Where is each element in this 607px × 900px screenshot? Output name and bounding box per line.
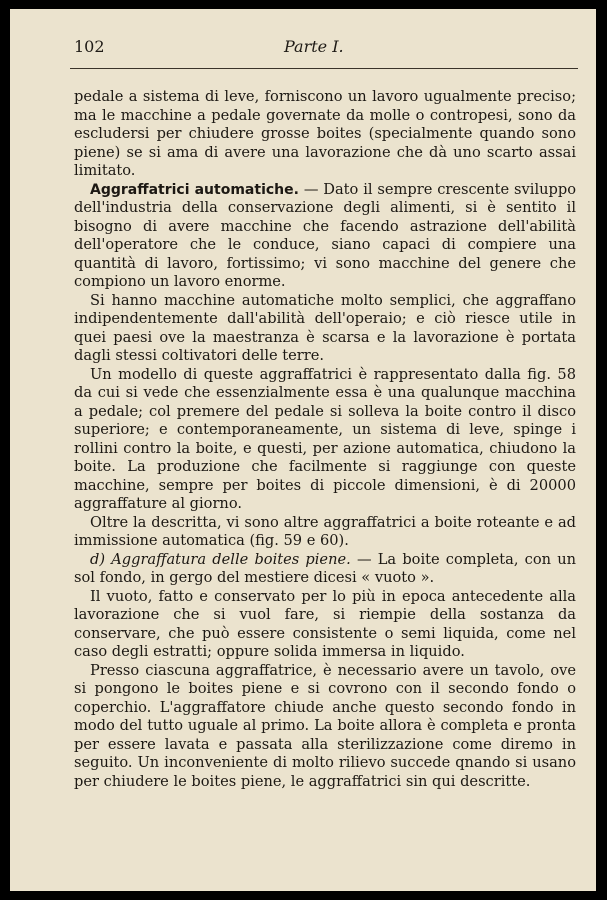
paragraph: Oltre la descritta, vi sono altre aggraffatrici a boite roteante e ad immissione automatica (fig. 59 e 60). (74, 513, 576, 549)
paragraph: pedale a sistema di leve, forniscono un lavoro ugualmente preciso; ma le macchine a pedale governate da molle o contropesi, sono da escludersi per chiudere grosse boites (specialmente quando sono piene) se si ama di avere una lavorazione che dà uno scarto assai limitato. (74, 88, 576, 179)
paragraph: Si hanno macchine automatiche molto semplici, che aggraffano indipendentemente dall'abilità dell'operaio; e ciò riesce utile in quei paesi ove la maestranza è scarsa e la lavorazione è portata dagli stessi coltivatori delle terre. (74, 291, 576, 364)
book-page (10, 9, 596, 891)
section-heading: Aggraffatrici automatiche. (90, 181, 299, 198)
header-rule (70, 68, 578, 69)
paragraph: d) Aggraffatura delle boites piene. — La boite completa, con un sol fondo, in gergo del mestiere dicesi « vuoto ». (74, 550, 576, 586)
page-header (74, 37, 576, 63)
section-heading: d) Aggraffatura delle boites piene. (90, 550, 351, 568)
page-number: 102 (74, 37, 105, 56)
running-head: Parte I. (284, 37, 344, 56)
paragraph: Aggraffatrici automatiche. — Dato il sempre crescente sviluppo dell'industria della conservazione degli alimenti, si è sentito il bisogno di avere macchine che facendo astrazione dell'abilità dell'operatore che le conduce, siano capaci di compiere una quantità di lavoro, fortissimo; vi sono macchine del genere che compiono un lavoro enorme. (74, 180, 576, 290)
paragraph: Un modello di queste aggraffatrici è rappresentato dalla fig. 58 da cui si vede che essenzialmente essa è una qualunque macchina a pedale; col premere del pedale si solleva la boite contro il disco superiore; e contemporaneamente, un sistema di leve, spinge i rollini contro la boite, e questi, per azione automatica, chiudono la boite. La produzione che facilmente si raggiunge con queste macchine, sempre per boites di piccole dimensioni, è di 20000 aggraffature al giorno. (74, 365, 576, 512)
paragraph: Presso ciascuna aggraffatrice, è necessario avere un tavolo, ove si pongono le boites piene e si covrono con il secondo fondo o coperchio. L'aggraffatore chiude anche questo secondo fondo in modo del tutto uguale al primo. La boite allora è completa e pronta per essere lavata e passata alla sterilizzazione come diremo in seguito. Un inconveniente di molto rilievo succede qnando si usano per chiudere le boites piene, le aggraffatrici sin qui descritte. (74, 661, 576, 790)
paragraph: Il vuoto, fatto e conservato per lo più in epoca antecedente alla lavorazione che si vuol fare, si riempie della sostanza da conservare, che può essere consistente o semi liquida, come nel caso degli estratti; oppure solida immersa in liquido. (74, 587, 576, 660)
body-text (74, 88, 576, 791)
